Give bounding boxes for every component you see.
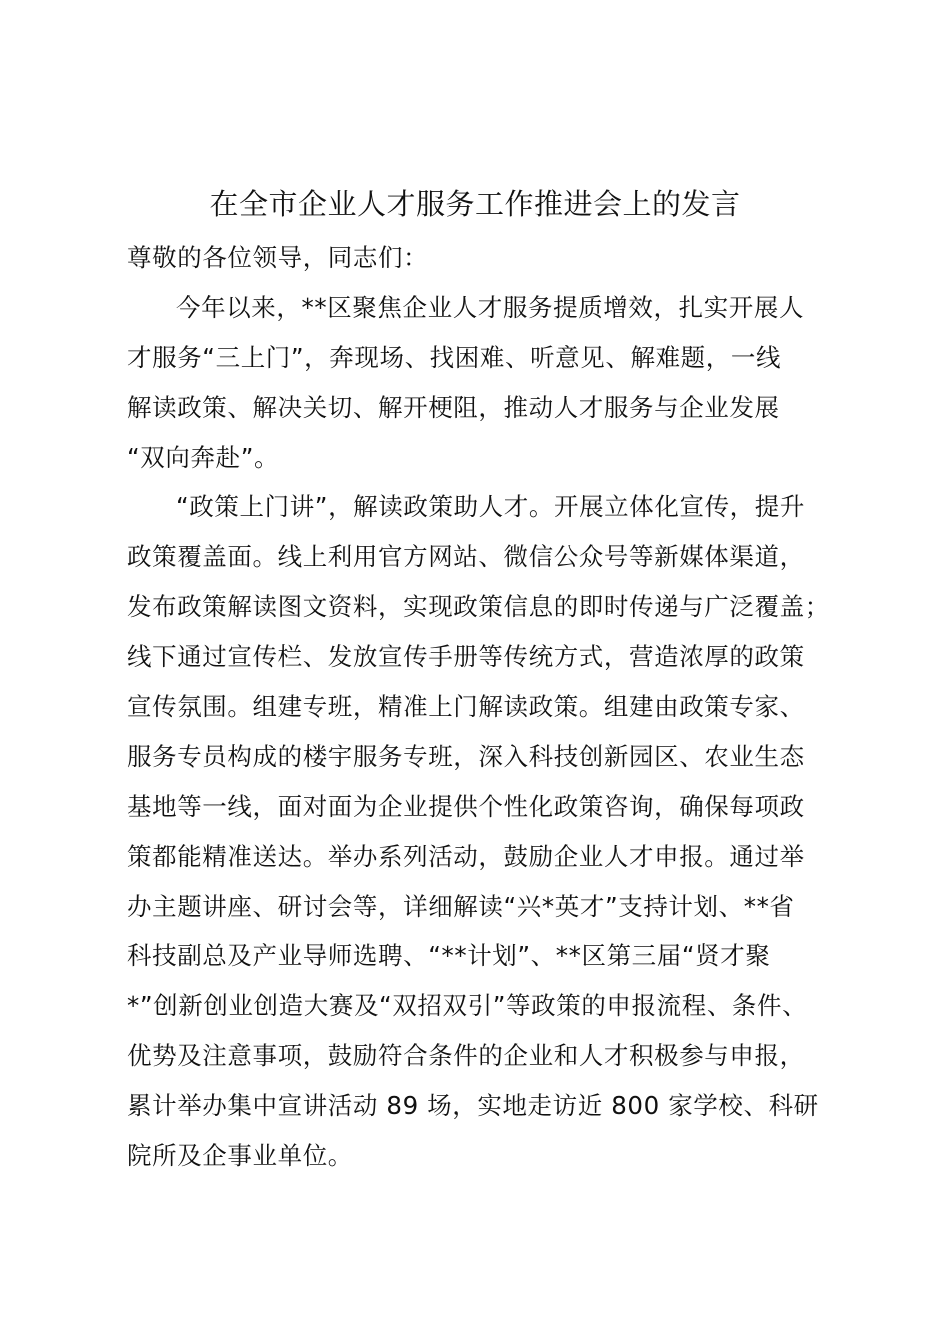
salutation-line: 尊敬的各位领导，同志们：: [127, 243, 429, 272]
document-title: 在全市企业人才服务工作推进会上的发言: [209, 187, 741, 221]
paragraph-line: 今年以来，**区聚焦企业人才服务提质增效，扎实开展人: [176, 292, 805, 322]
paragraph-line: 服务专员构成的楼宇服务专班，深入科技创新园区、农业生态: [127, 741, 805, 771]
paragraph-line: 科技副总及产业导师选聘、“**计划”、**区第三届“贤才聚: [127, 941, 771, 971]
paragraph-line: 办主题讲座、研讨会等，详细解读“兴*英才”支持计划、**省: [127, 891, 795, 921]
paragraph-line: 解读政策、解决关切、解开梗阻，推动人才服务与企业发展: [127, 392, 780, 422]
paragraph-line: “政策上门讲”，解读政策助人才。开展立体化宣传，提升: [176, 492, 805, 522]
paragraph-line: “双向奔赴”。: [127, 442, 280, 472]
paragraph-line: 政策覆盖面。线上利用官方网站、微信公众号等新媒体渠道，: [127, 542, 805, 572]
paragraph-line: 优势及注意事项，鼓励符合条件的企业和人才积极参与申报，: [127, 1041, 805, 1071]
paragraph-line: 院所及企事业单位。: [127, 1141, 353, 1171]
paragraph-line: 策都能精准送达。举办系列活动，鼓励企业人才申报。通过举: [127, 841, 805, 871]
document-body: [127, 233, 842, 1181]
paragraph-line: 宣传氛围。组建专班，精准上门解读政策。组建由政策专家、: [127, 692, 805, 722]
paragraph-line: 累计举办集中宣讲活动 89 场，实地走访近 800 家学校、科研: [127, 1091, 819, 1121]
paragraph-line: *”创新创业创造大赛及“双招双引”等政策的申报流程、条件、: [127, 991, 808, 1021]
paragraph-line: 线下通过宣传栏、发放宣传手册等传统方式，营造浓厚的政策: [127, 642, 805, 672]
paragraph-line: 才服务“三上门”，奔现场、找困难、听意见、解难题，一线: [127, 342, 782, 372]
paragraph-line: 基地等一线，面对面为企业提供个性化政策咨询，确保每项政: [127, 791, 805, 821]
paragraph-line: 发布政策解读图文资料，实现政策信息的即时传递与广泛覆盖；: [127, 592, 830, 622]
